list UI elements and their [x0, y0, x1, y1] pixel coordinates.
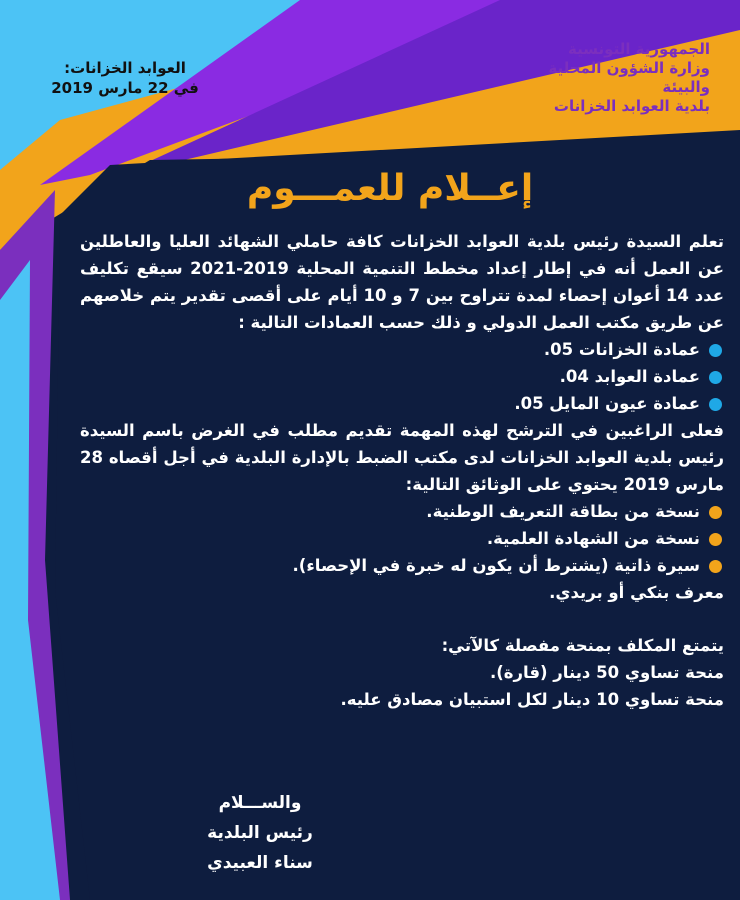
district-label: عمادة الخزانات 05.: [543, 340, 700, 359]
list-item: [80, 525, 724, 552]
district-label: عمادة عيون المايل 05.: [514, 394, 700, 413]
districts-list: [80, 336, 724, 417]
signatory-title: رئيس البلدية: [207, 823, 313, 843]
bank-line: معرف بنكي أو بريدي.: [549, 583, 724, 602]
grant-intro: يتمتع المكلف بمنحة مفصلة كالآتي:: [441, 636, 724, 655]
date-value: في 22 مارس 2019: [51, 79, 199, 97]
municipality-name: بلدية العوابد الخزانات: [553, 97, 710, 115]
date-block: [40, 58, 210, 98]
republic-name: الجمهورية التونسية: [568, 40, 710, 58]
bullet-icon: [709, 533, 722, 546]
announcement-body: [80, 228, 724, 713]
ministry-block: [480, 40, 710, 116]
list-item: [80, 336, 724, 363]
document-label: سيرة ذاتية (يشترط أن يكون له خبرة في الإحصاء).: [292, 556, 700, 575]
ministry-name-cont: والبيئة: [662, 78, 710, 96]
document-label: نسخة من الشهادة العلمية.: [486, 529, 700, 548]
district-label: عمادة العوابد 04.: [559, 367, 700, 386]
signature-block: [190, 788, 330, 878]
grant-per-survey: منحة تساوي 10 دينار لكل استبيان مصادق عليه.: [340, 690, 724, 709]
bullet-icon: [709, 506, 722, 519]
bullet-icon: [709, 398, 722, 411]
bullet-icon: [709, 560, 722, 573]
closing-salutation: والســـلام: [218, 793, 302, 813]
date-location: العوابد الخزانات:: [64, 59, 186, 77]
list-item: [80, 363, 724, 390]
bullet-icon: [709, 371, 722, 384]
intro-paragraph: تعلم السيدة رئيس بلدية العوابد الخزانات كافة حاملي الشهائد العليا والعاطلين عن العمل أنه في إطار إعداد مخطط التنمية المحلية 2019-2021 سيقع تكليف عدد 14 أعوان إحصاء لمدة تتراوح بين 7 و 10 أيام على أقصى تقدير يتم خلاصهم عن طريق مكتب العمل الدولي و ذلك حسب العمادات التالية :: [80, 232, 725, 332]
list-item: [80, 498, 724, 525]
list-item: [80, 390, 724, 417]
ministry-name: وزارة الشؤون المحلية: [548, 59, 710, 77]
bullet-icon: [709, 344, 722, 357]
page-title: إعــلام للعمـــوم: [246, 168, 534, 209]
signatory-name: سناء العبيدي: [207, 853, 313, 873]
grant-fixed: منحة تساوي 50 دينار (قارة).: [489, 663, 724, 682]
list-item: [80, 552, 724, 579]
apply-paragraph: فعلى الراغبين في الترشح لهذه المهمة تقديم مطلب في الغرض باسم السيدة رئيس بلدية العوابد الخزانات لدى مكتب الضبط بالإدارة البلدية في أجل أقصاه 28 مارس 2019 يحتوي على الوثائق التالية:: [80, 421, 724, 494]
document-label: نسخة من بطاقة التعريف الوطنية.: [426, 502, 700, 521]
documents-list: [80, 498, 724, 579]
